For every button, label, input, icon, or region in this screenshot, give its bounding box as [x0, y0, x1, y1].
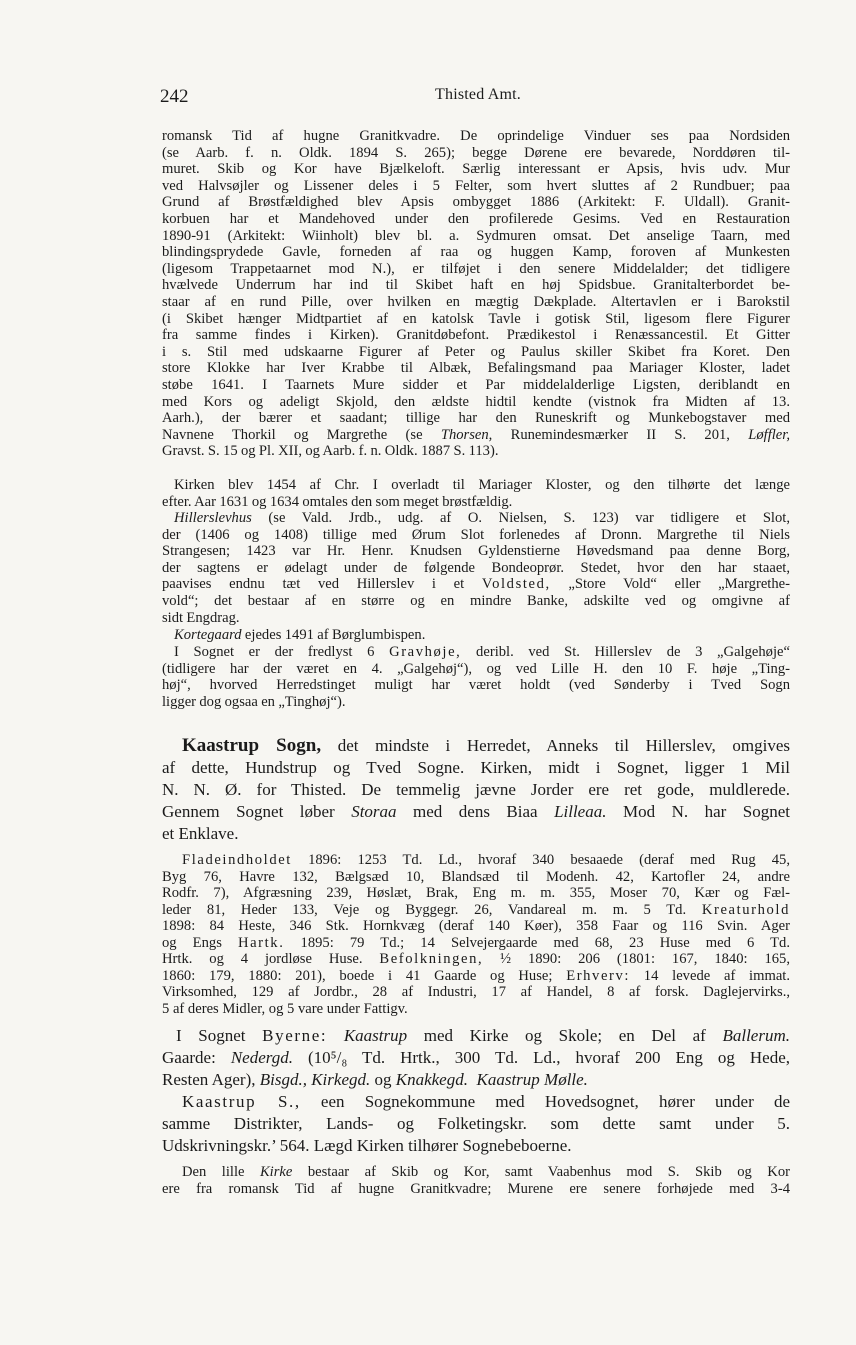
text-line: korbuen har et Mandehoved under den profilerede Gesims. Ved en Restauration [162, 210, 790, 227]
text-line: 5 af deres Midler, og 5 vare under Fattigv. [162, 1000, 408, 1017]
text-line: 1895: 79 Td.; 14 Selvejergaarde med 68, 23 Huse med 6 Td. [284, 934, 791, 951]
text-line: ligger dog ogsaa en „Tinghøj“). [162, 693, 346, 710]
spaced-term: Kreaturhold [701, 901, 790, 918]
text-line: (se Vald. Jrdb., udg. af O. Nielsen, S. 123) var tidligere et Slot, [251, 510, 790, 526]
paragraph-kortegaard [162, 627, 790, 644]
text-line: Byg 76, Havre 132, Bælgsæd 10, Blandsæd til Modenh. 42, Kartofler 24, andre [162, 868, 790, 885]
text-line: det mindste i Herredet, Anneks til Hillerslev, omgives [321, 736, 790, 755]
text-line: høj“, hvorved Herredstinget muligt har været holdt (ved Sønderby i Tved Sogn [162, 677, 790, 694]
text-line: med Kors og adeligt Skjold, den ældste hidtil kendte (vistnok fra Midten af 13. [162, 393, 790, 410]
spaced-term: Hartk. [237, 934, 285, 951]
paragraph-mariager [162, 477, 790, 510]
text-line: støbe 1641. I Taarnets Mure sidder et Par middelalderlige Ligsten, deriblandt en [162, 376, 790, 393]
text-line: Resten Ager), [162, 1070, 260, 1089]
italic-term: Knakkegd. [395, 1070, 468, 1089]
text-line: Runemindesmærker II S. 201, [492, 426, 749, 443]
italic-term: Nedergd. [230, 1048, 293, 1067]
spaced-term: Fladeindholdet [182, 852, 292, 868]
text-line: samme Distrikter, Lands- og Folketingskr. som dette samt under 5. [162, 1114, 790, 1133]
text-line: 1860: 179, 1880: 201), boede i 41 Gaarde og Huse; [162, 967, 567, 984]
text-line: Gennem Sognet løber [162, 802, 352, 821]
spaced-term: Erhverv: [566, 967, 631, 984]
spaced-term: Kaastrup S., [182, 1092, 301, 1111]
italic-term: Kirke [259, 1164, 293, 1180]
text-line: 1890-91 (Arkitekt: Wiinholt) blev bl. a. Sydmuren omsat. Det anselige Taarn, med [162, 227, 790, 244]
text-line: med dens Biaa [396, 802, 555, 821]
text-line: og Engs [162, 934, 238, 951]
italic-term: Lilleaa. [554, 802, 607, 821]
text-line: af dette, Hundstrup og Tved Sogne. Kirken, midt i Sognet, ligger 1 Mil [162, 758, 790, 777]
section-heading: Kaastrup Sogn, [182, 735, 322, 756]
text-line: staar af en rund Pille, over hvilken en mægtig Dækplade. Altertavlen er i Barokstil [162, 293, 790, 310]
text-line: store Klokke har Iver Krabbe til Albæk, Befalingsmand paa Mariager Kloster, ladet [162, 360, 790, 377]
text-line: bestaar af Skib og Kor, samt Vaabenhus mod S. Skib og Kor [292, 1164, 790, 1180]
text-line: ved Halvsøjler og Lissener deles i 5 Felter, som hvert sluttes af 2 Rundbuer; paa [162, 177, 790, 194]
text-line: (se Aarb. f. n. Oldk. 1894 S. 265); begge Dørene ere bevarede, Norddøren til- [162, 144, 790, 161]
text-line: der sagtens er ødelagt under de følgende Bondeoprør. Stedet, hvor den har staaet, [162, 559, 790, 576]
text-line: Grund af Brøstfældighed blev Apsis ombygget 1886 (Arkitekt: F. Uldall). Granit- [162, 194, 790, 211]
text-line: (i Skibet hænger Midtpartiet af en katolsk Tavle i gotisk Stil, ligesom flere Figurer [162, 310, 790, 327]
statistics-block [162, 852, 790, 1017]
text-line: (ligesom Trappetaarnet mod N.), er tilføjet i den senere Middelalder; det tidligere [162, 260, 790, 277]
text-line: Kirken blev 1454 af Chr. I overladt til Mariager Kloster, og den tilhørte det længe [174, 477, 790, 493]
spaced-term: Gravhøje, [389, 644, 462, 660]
spaced-term: Byerne: [262, 1026, 328, 1045]
text-line: Hrtk. og 4 jordløse Huse. [162, 951, 380, 967]
text-line: Virksomhed, 129 af Jordbr., 28 af Industri, 17 af Handel, 8 af forsk. Daglejervirks., [162, 984, 790, 1000]
text-line: Navnene Thorkil og Margrethe (se [162, 426, 441, 443]
spaced-term: Voldsted, [481, 576, 551, 593]
text-line: Rodfr. 7), Afgræsning 239, Høslæt, Brak, Eng m. m. 355, Moser 70, Kær og Fæl- [162, 885, 790, 901]
paragraph-hillerslevhus [162, 510, 790, 626]
text-line: I Sognet er der fredlyst 6 [174, 644, 390, 660]
text-line: vold“; det bestaar af en større og en mindre Banke, adskilte ved og omgivne af [162, 592, 790, 609]
text-line: der (1406 og 1408) tillige med Ørum Slot forlenedes af Dronn. Margrethe til Niels [162, 526, 790, 543]
page-number: 242 [160, 86, 189, 107]
text-line: i s. Stil med udskaarne Figurer af Peter og Paulus skiller Skibet fra Koret. Den [162, 343, 790, 360]
text-line: 1896: 1253 Td. Ld., hvoraf 340 besaaede (deraf med Rug 45, [291, 852, 790, 868]
text-line: N. N. Ø. for Thisted. De temmelig jævne Jorder ere ret gode, muldlerede. [162, 780, 790, 799]
text-line: Den lille [182, 1164, 260, 1180]
paragraph-church-description [162, 128, 790, 460]
italic-term: Ballerum. [722, 1026, 790, 1045]
text-line: ejedes 1491 af Børglumbispen. [241, 627, 426, 643]
paragraph-gravhoje [162, 644, 790, 710]
text-line: efter. Aar 1631 og 1634 omtales den som meget brøstfældig. [162, 493, 513, 510]
text-line: (tidligere har der været en 4. „Galgehøj“), og ved Lille H. den 10 F. høje „Ting- [162, 660, 790, 677]
italic-term: Storaa [351, 802, 397, 821]
text-line: Gaarde: [162, 1048, 231, 1067]
text-line: een Sognekommune med Hovedsognet, hører under de [300, 1092, 790, 1111]
italic-term: Kaastrup [343, 1026, 408, 1045]
section-kaastrup-sogn [162, 735, 790, 845]
church-block [162, 1164, 790, 1197]
italic-term: Thorsen, [440, 426, 493, 443]
running-head: Thisted Amt. [435, 86, 521, 103]
text-line: Aarh.), der bærer et saadant; tillige har den Runeskrift og Munkebogstaver med [162, 410, 790, 427]
text-line: (10⁵/₈ Td. Hrtk., 300 Td. Ld., hvoraf 200 Eng og Hede, [293, 1048, 790, 1067]
text-line: ere fra romansk Tid af hugne Granitkvadre; Murene ere senere forhøjede med 3-4 [162, 1180, 790, 1197]
text-line: ½ 1890: 206 (1801: 167, 1840: 165, [483, 951, 790, 967]
text-line: „Store Vold“ eller „Margrethe- [550, 576, 790, 593]
text-line: 1898: 84 Heste, 346 Stk. Hornkvæg (deraf 140 Køer), 358 Faar og 116 Svin. Ager [162, 918, 790, 934]
text-line: sidt Engdrag. [162, 609, 240, 626]
text-line: og [370, 1070, 396, 1089]
text-line: med Kirke og Skole; en Del af [407, 1026, 723, 1045]
text-line: et Enklave. [162, 824, 239, 843]
text-line: hvælvede Underrum har ind til Skibet haft en høj Spidsbue. Granitalterbordet be- [162, 277, 790, 294]
villages-block [162, 1025, 790, 1157]
italic-term: Kaastrup Mølle. [476, 1070, 588, 1089]
text-line: paavises endnu tæt ved Hillerslev i et [162, 576, 482, 593]
text-line: romansk Tid af hugne Granitkvadre. De oprindelige Vinduer ses paa Nordsiden [162, 128, 790, 144]
text-line: fra samme findes i Kirken). Granitdøbefont. Prædikestol i Renæssancestil. Et Gitter [162, 327, 790, 344]
text-line: Mod N. har Sognet [606, 802, 790, 821]
text-line: I Sognet [176, 1026, 263, 1045]
text-line: Gravst. S. 15 og Pl. XII, og Aarb. f. n. Oldk. 1887 S. 113). [162, 443, 499, 460]
text-line: leder 81, Heder 133, Veje og Byggegr. 26, Vandareal m. m. 5 Td. [162, 901, 702, 918]
spaced-term: Befolkningen, [379, 951, 484, 967]
italic-term: Løffler, [748, 426, 790, 443]
text-line: 14 levede af immat. [630, 967, 790, 984]
italic-term: Kirkegd. [311, 1070, 371, 1089]
text-line: deribl. ved St. Hillerslev de 3 „Galgehøje“ [461, 644, 790, 660]
text-line: Udskrivningskr.’ 564. Lægd Kirken tilhører Sognebeboerne. [162, 1136, 572, 1155]
italic-term: Hillerslevhus [174, 510, 252, 526]
italic-term: Bisgd., [259, 1070, 307, 1089]
text-line: Strangesen; 1423 var Hr. Henr. Knudsen Gyldenstierne Høvedsmand paa denne Borg, [162, 543, 790, 560]
text-line: muret. Skib og Kor have Bjælkeloft. Særlig interessant er Apsis, hvis udv. Mur [162, 161, 790, 178]
text-line: blindingsprydede Gavle, forneden af raa og huggen Kamp, foroven af Munkesten [162, 244, 790, 261]
italic-term: Kortegaard [174, 627, 242, 643]
